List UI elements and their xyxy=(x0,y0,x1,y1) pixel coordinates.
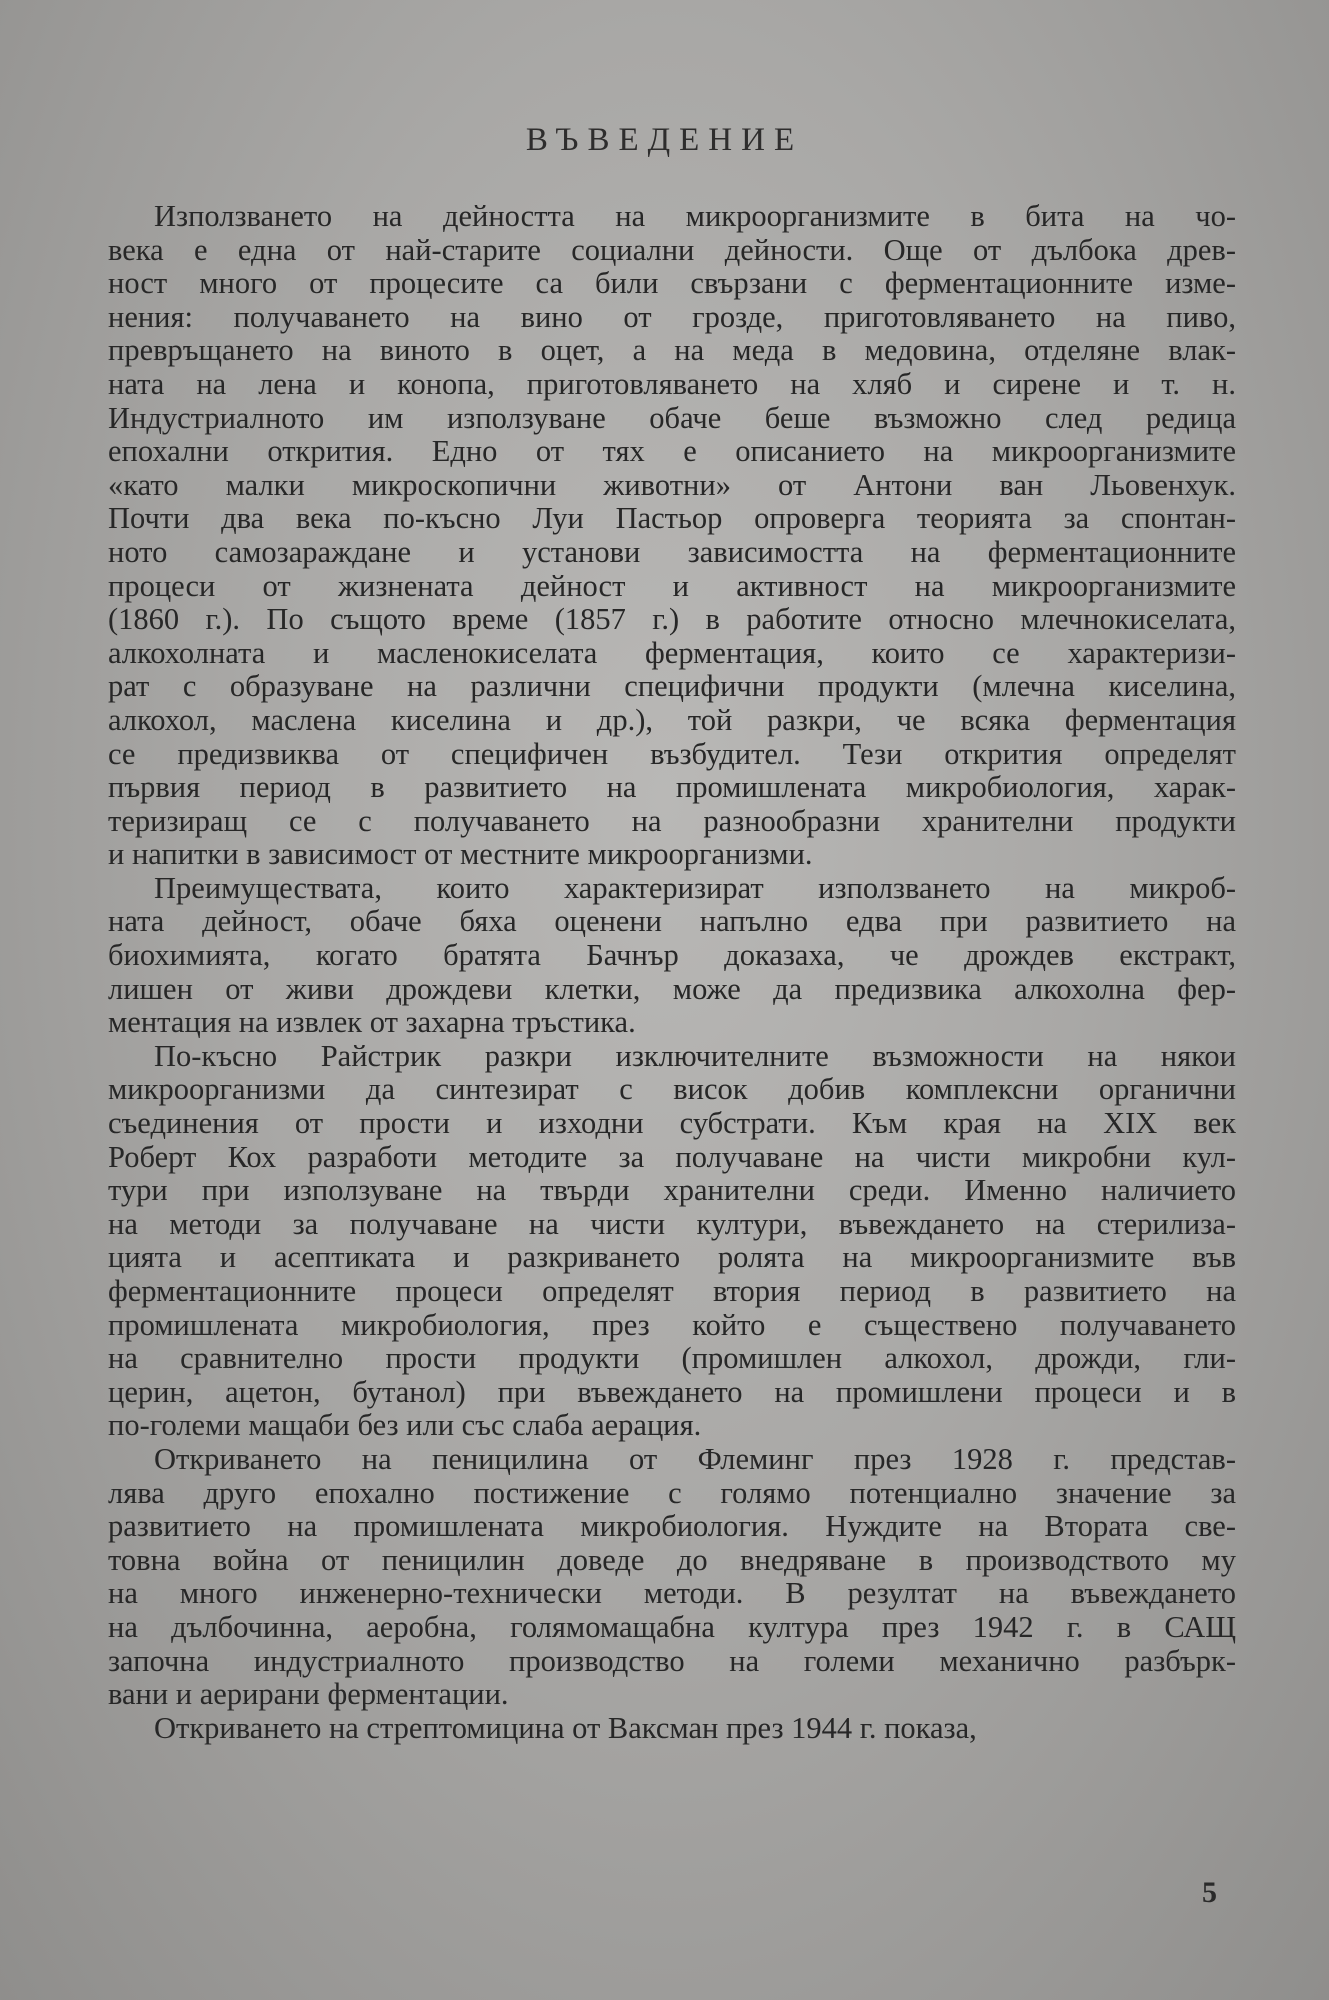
text-line: (1860 г.). По същото време (1857 г.) в работите относно млечнокиселата, xyxy=(108,602,1236,637)
page-title: ВЪВЕДЕНИЕ xyxy=(525,122,804,158)
text-line: церин, ацетон, бутанол) при въвеждането на промишлени процеси и в xyxy=(108,1374,1236,1409)
text-line: промишлената микробиология, през който е съществено получаването xyxy=(108,1307,1236,1342)
text-line: вани и аерирани ферментации. xyxy=(108,1677,509,1712)
text-line: ното самозараждане и установи зависимостта на ферментационните xyxy=(108,534,1236,569)
text-line: Откриването на пеницилина от Флеминг през 1928 г. представ- xyxy=(154,1441,1236,1476)
text-line: съединения от прости и изходни субстрати. Към края на XIX век xyxy=(108,1106,1236,1141)
text-line: Роберт Кох разработи методите за получаване на чисти микробни кул- xyxy=(108,1139,1236,1174)
text-line: превръщането на виното в оцет, а на меда в медовина, отделяне влак- xyxy=(108,333,1236,368)
text-line: ментация на извлек от захарна тръстика. xyxy=(108,1005,636,1040)
text-line: на методи за получаване на чисти култури, въвеждането на стерилиза- xyxy=(108,1206,1236,1241)
text-line: века е една от най-старите социални дейности. Още от дълбока древ- xyxy=(108,232,1236,267)
text-line: ната дейност, обаче бяха оценени напълно едва при развитието на xyxy=(108,904,1236,939)
text-line: алкохолната и масленокиселата ферментация, които се характеризи- xyxy=(108,635,1236,670)
text-line: рат с образуване на различни специфични продукти (млечна киселина, xyxy=(108,669,1236,704)
text-line: теризиращ се с получаването на разнообразни хранителни продукти xyxy=(108,803,1236,838)
text-line: Почти два века по-късно Луи Пастьор опроверга теорията за спонтан- xyxy=(108,501,1236,536)
text-line: първия период в развитието на промишлената микробиология, харак- xyxy=(108,770,1236,805)
text-line: товна война от пеницилин доведе до внедряване в производството му xyxy=(108,1542,1236,1577)
text-line: алкохол, маслена киселина и др.), той разкри, че всяка ферментация xyxy=(108,702,1236,737)
text-line: Откриването на стрептомицина от Ваксман през 1944 г. показа, xyxy=(154,1710,977,1745)
text-line: ферментационните процеси определят втория период в развитието на xyxy=(108,1274,1236,1308)
text-line: започна индустриалното производство на големи механично разбърк- xyxy=(108,1643,1236,1678)
text-line: на дълбочинна, аеробна, голямомащабна култура през 1942 г. в САЩ xyxy=(108,1609,1236,1644)
text-line: процеси от жизнената дейност и активност на микроорганизмите xyxy=(108,568,1236,603)
text-line: се предизвиква от специфичен възбудител. Тези открития определят xyxy=(108,736,1236,771)
text-line: развитието на промишлената микробиология. Нуждите на Втората све- xyxy=(108,1509,1236,1544)
text-line: тури при използуване на твърди хранителни среди. Именно наличието xyxy=(108,1173,1236,1208)
text-line: Използването на дейността на микроорганизмите в бита на чо- xyxy=(154,199,1236,233)
body-text xyxy=(108,200,1236,1745)
text-line: по-големи мащаби без или със слаба аерация. xyxy=(108,1408,702,1443)
text-line: ната на лена и конопа, приготовляването на хляб и сирене и т. н. xyxy=(108,366,1236,401)
text-line: Индустриалното им използуване обаче беше възможно след редица xyxy=(108,400,1236,435)
text-line: епохални открития. Едно от тях е описанието на микроорганизмите xyxy=(108,434,1236,469)
text-line: микроорганизми да синтезират с висок добив комплексни органични xyxy=(108,1072,1236,1107)
text-line: и напитки в зависимост от местните микроорганизми. xyxy=(108,837,813,872)
text-line: лишен от живи дрождеви клетки, може да предизвика алкохолна фер- xyxy=(108,971,1236,1006)
text-line: на много инженерно-технически методи. В резултат на въвеждането xyxy=(108,1576,1236,1611)
page-number: 5 xyxy=(1202,1876,1217,1909)
text-line: цията и асептиката и разкриването ролята на микроорганизмите във xyxy=(108,1240,1236,1275)
text-line: «като малки микроскопични животни» от Антони ван Льовенхук. xyxy=(108,467,1236,502)
text-line: По-късно Райстрик разкри изключителните възможности на някои xyxy=(154,1038,1236,1073)
text-line: лява друго епохално постижение с голямо потенциално значение за xyxy=(108,1475,1236,1510)
text-line: на сравнително прости продукти (промишлен алкохол, дрожди, гли- xyxy=(108,1341,1236,1376)
text-line: нения: получаването на вино от грозде, приготовляването на пиво, xyxy=(108,299,1236,334)
text-line: биохимията, когато братята Бачнър доказаха, че дрождев екстракт, xyxy=(108,938,1236,973)
text-line: ност много от процесите са били свързани с ферментационните изме- xyxy=(108,266,1236,301)
text-line: Преимуществата, които характеризират използването на микроб- xyxy=(154,870,1236,905)
